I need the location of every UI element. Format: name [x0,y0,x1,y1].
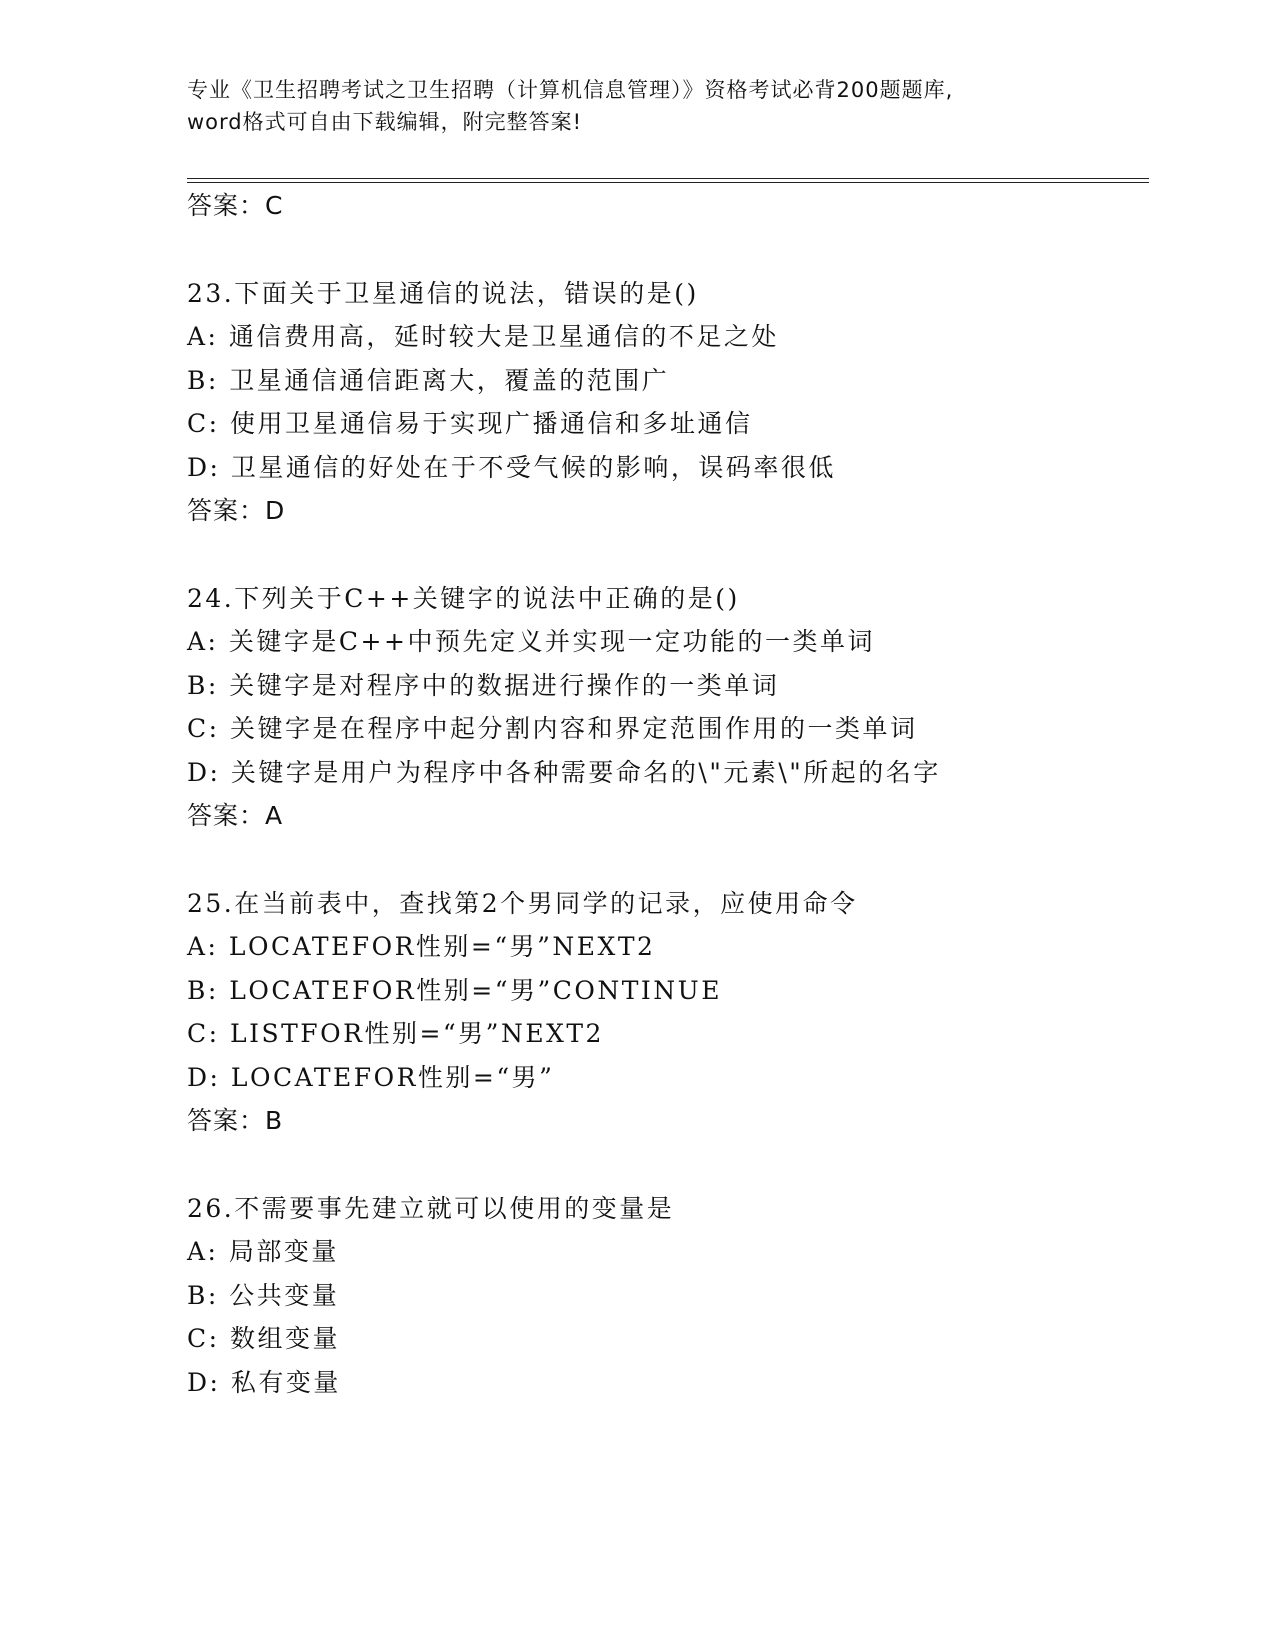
document-header [187,74,1087,138]
question-stem: 26.不需要事先建立就可以使用的变量是 [187,1194,675,1223]
question-option: C: 使用卫星通信易于实现广播通信和多址通信 [187,409,753,438]
answer-line: 答案：D [187,496,286,525]
question-option: B: 公共变量 [187,1281,340,1310]
answer-line: 答案：A [187,801,284,830]
question-option: B: LOCATEFOR性别=“男”CONTINUE [187,976,722,1005]
header-line-2: word格式可自由下载编辑，附完整答案! [187,110,583,134]
header-line-1: 专业《卫生招聘考试之卫生招聘（计算机信息管理）》资格考试必背200题题库, [187,78,954,102]
question-stem: 24.下列关于C++关键字的说法中正确的是() [187,584,740,613]
question-option: A: 局部变量 [187,1237,339,1266]
question-option: B: 卫星通信通信距离大，覆盖的范围广 [187,366,670,395]
question-option: C: LISTFOR性别=“男”NEXT2 [187,1019,604,1048]
question-option: C: 数组变量 [187,1324,340,1353]
header-divider-top [187,178,1149,179]
question-option: D: 关键字是用户为程序中各种需要命名的\"元素\"所起的名字 [187,758,941,787]
question-stem: 23.下面关于卫星通信的说法，错误的是() [187,279,699,308]
question-option: D: 私有变量 [187,1368,341,1397]
question-option: A: LOCATEFOR性别=“男”NEXT2 [187,932,656,961]
answer-line: 答案：C [187,191,284,220]
question-option: A: 通信费用高，延时较大是卫星通信的不足之处 [187,322,779,351]
question-option: D: 卫星通信的好处在于不受气候的影响，误码率很低 [187,453,836,482]
question-option: A: 关键字是C++中预先定义并实现一定功能的一类单词 [187,627,875,656]
question-option: C: 关键字是在程序中起分割内容和界定范围作用的一类单词 [187,714,918,743]
question-option: D: LOCATEFOR性别=“男” [187,1063,555,1092]
answer-line: 答案：B [187,1106,284,1135]
question-option: B: 关键字是对程序中的数据进行操作的一类单词 [187,671,780,700]
header-divider-bottom [187,182,1149,183]
question-stem: 25.在当前表中，查找第2个男同学的记录，应使用命令 [187,889,858,918]
